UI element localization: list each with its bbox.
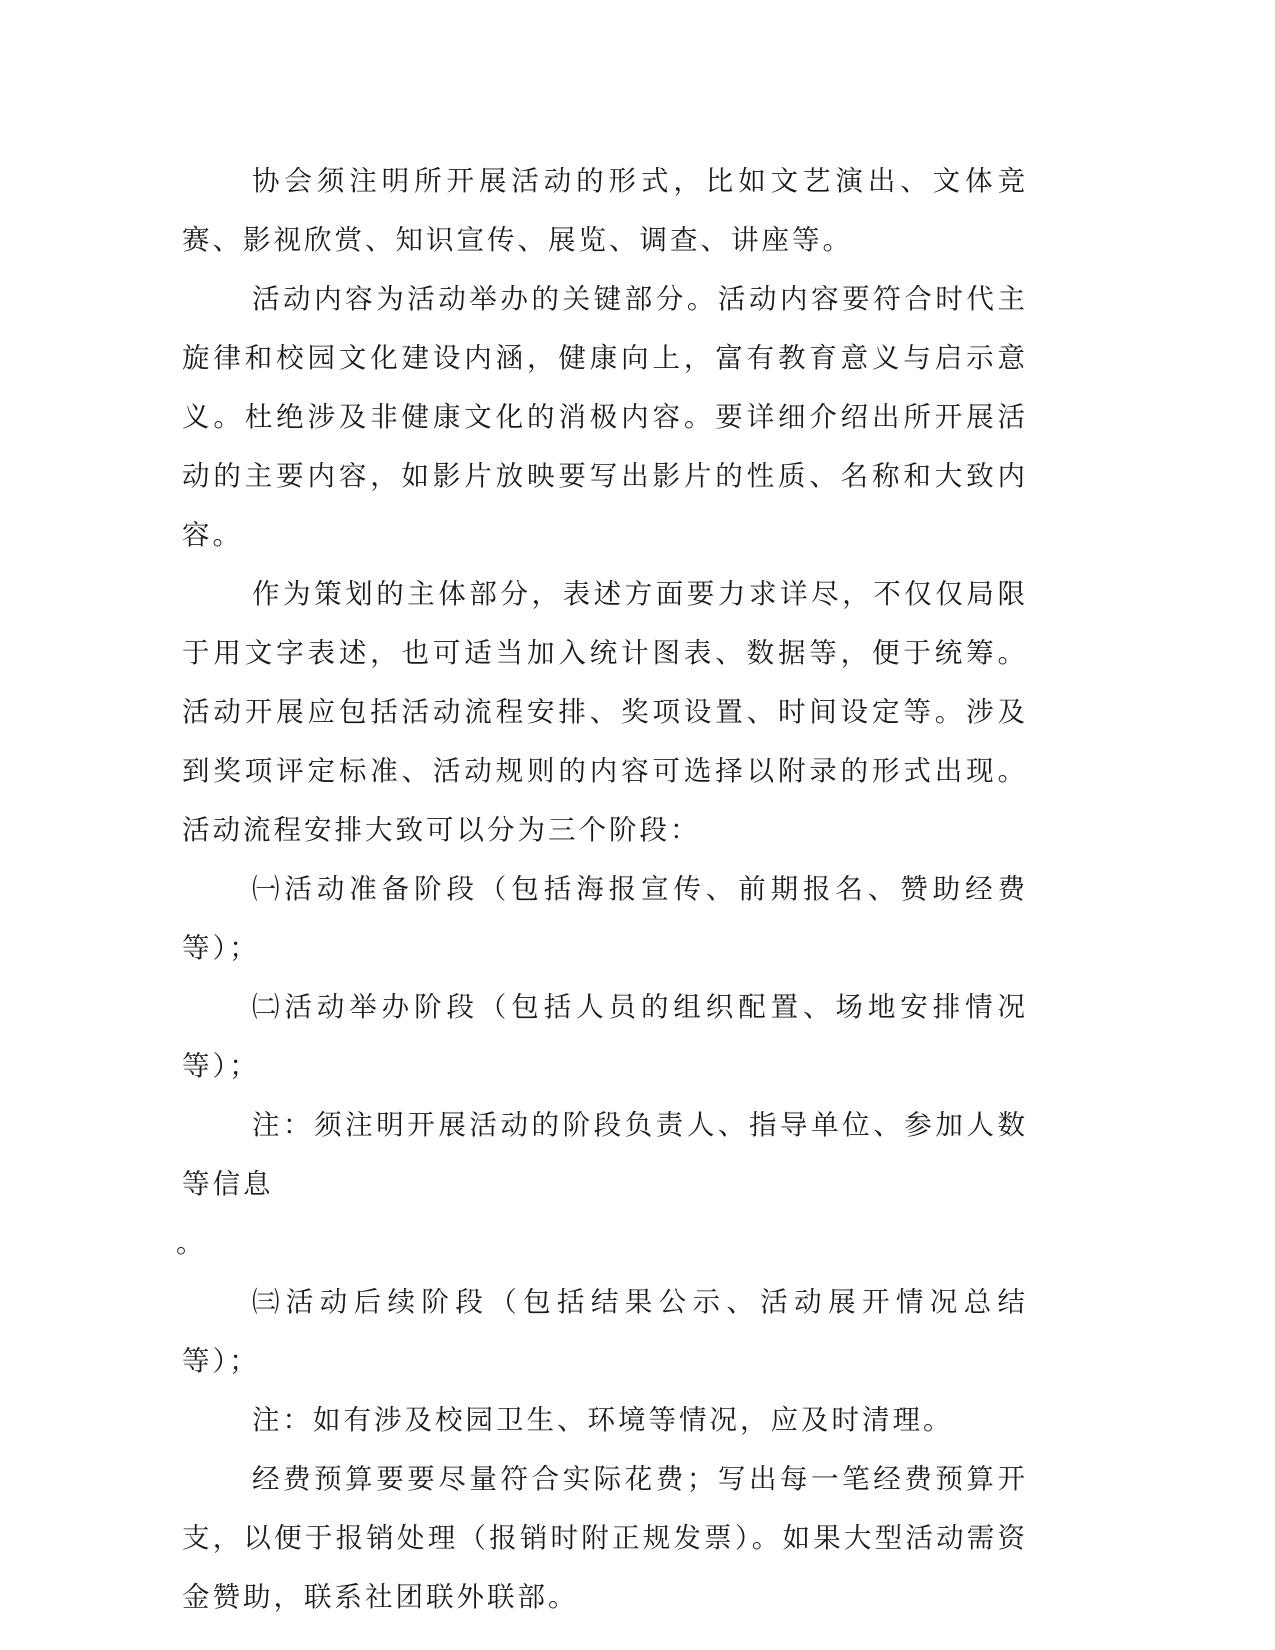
- note-trailing-period: 。: [176, 1227, 207, 1259]
- paragraph-activity-plan: 作为策划的主体部分，表述方面要力求详尽，不仅仅局限于用文字表述，也可适当加入统计图表、数据等，便于统筹。活动开展应包括活动流程安排、奖项设置、时间设定等。涉及到奖项评定标准、活动规则的内容可选择以附录的形式出现。活动流程安排大致可以分为三个阶段：: [182, 578, 1028, 846]
- paragraph-budget: 经费预算要要尽量符合实际花费；写出每一笔经费预算开支，以便于报销处理（报销时附正规发票）。如果大型活动需资金赞助，联系社团联外联部。: [182, 1463, 1028, 1613]
- document-body: [176, 152, 1028, 1627]
- note-cleanup: 注：如有涉及校园卫生、环境等情况，应及时清理。: [252, 1404, 954, 1436]
- paragraph-activity-form: 协会须注明所开展活动的形式，比如文艺演出、文体竞赛、影视欣赏、知识宣传、展览、调查、讲座等。: [182, 165, 1028, 256]
- stage-three-followup: ㈢活动后续阶段（包括结果公示、活动展开情况总结等）；: [182, 1286, 1028, 1377]
- stage-one-preparation: ㈠活动准备阶段（包括海报宣传、前期报名、赞助经费等）；: [182, 873, 1028, 964]
- note-stage-responsibility: 注：须注明开展活动的阶段负责人、指导单位、参加人数等信息: [182, 1109, 1028, 1200]
- stage-two-execution: ㈡活动举办阶段（包括人员的组织配置、场地安排情况等）；: [182, 991, 1028, 1082]
- paragraph-activity-content: 活动内容为活动举办的关键部分。活动内容要符合时代主旋律和校园文化建设内涵，健康向上，富有教育意义与启示意义。杜绝涉及非健康文化的消极内容。要详细介绍出所开展活动的主要内容，如影片放映要写出影片的性质、名称和大致内容。: [182, 283, 1028, 551]
